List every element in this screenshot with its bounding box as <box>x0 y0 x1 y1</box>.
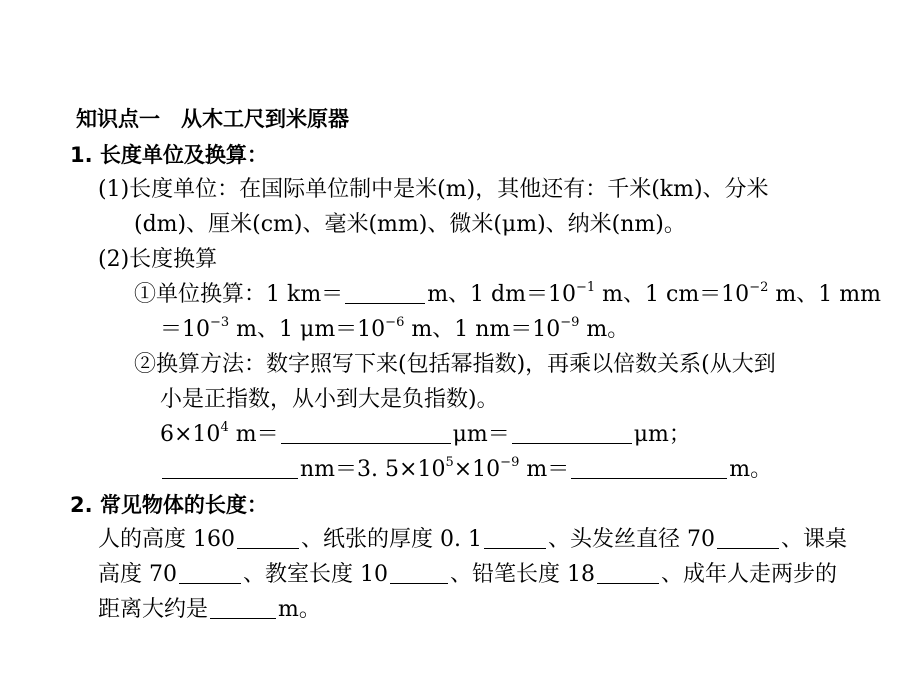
fill-blank[interactable] <box>571 456 727 479</box>
section-title: 知识点一 从木工尺到米原器 <box>76 107 349 131</box>
text: 距离大约是 <box>98 597 209 622</box>
text: m。 <box>278 597 321 622</box>
fill-blank[interactable] <box>179 561 241 584</box>
exponent: −9 <box>560 315 580 330</box>
text: 、课桌 <box>780 527 847 552</box>
text: m、1 nm＝10 <box>404 317 561 342</box>
common-length-line-3 <box>98 595 321 625</box>
text: 人的高度 160 <box>98 527 235 552</box>
exponent: 4 <box>220 420 229 435</box>
fill-blank[interactable] <box>162 456 298 479</box>
fill-blank[interactable] <box>597 561 659 584</box>
method-line-1: ②换算方法：数字照写下来(包括幂指数)，再乘以倍数关系(从大到 <box>134 352 776 377</box>
text: m＝ <box>228 422 279 447</box>
fill-blank[interactable] <box>717 526 779 549</box>
text: 、铅笔长度 18 <box>450 562 595 587</box>
text: ×10 <box>453 457 501 482</box>
example-line-1 <box>160 420 691 450</box>
unit-conversion-line-2 <box>160 315 629 345</box>
text: m＝ <box>519 457 570 482</box>
text: ①单位换算：1 km＝ <box>134 282 344 307</box>
text: m。 <box>579 317 630 342</box>
exponent: −2 <box>749 280 769 295</box>
text: 6×10 <box>160 422 221 447</box>
text: nm＝3. 5×10 <box>300 457 446 482</box>
fill-blank[interactable] <box>390 561 448 584</box>
text: 、教室长度 10 <box>243 562 388 587</box>
text: ＝10 <box>160 317 210 342</box>
text: 、头发丝直径 70 <box>547 527 715 552</box>
part1-heading: 1. 长度单位及换算： <box>70 143 268 167</box>
common-length-line-2 <box>98 560 837 590</box>
exponent: −6 <box>385 315 405 330</box>
exponent: −3 <box>210 315 230 330</box>
common-length-line-1 <box>98 525 847 555</box>
example-line-2 <box>160 455 772 485</box>
fill-blank[interactable] <box>210 596 276 619</box>
text: 、纸张的厚度 0. 1 <box>301 527 482 552</box>
text: m、1 cm＝10 <box>595 282 750 307</box>
fill-blank[interactable] <box>512 421 632 444</box>
exponent: 5 <box>445 455 454 470</box>
text: 、成年人走两步的 <box>661 562 838 587</box>
text: μm； <box>633 422 691 447</box>
part2-heading: 2. 常见物体的长度： <box>70 493 268 517</box>
unit-text-line-1: (1)长度单位：在国际单位制中是米(m)，其他还有：千米(km)、分米 <box>98 177 769 202</box>
exponent: −1 <box>575 280 596 295</box>
exponent: −9 <box>500 455 520 470</box>
method-line-2: 小是正指数，从小到大是负指数)。 <box>160 387 499 412</box>
text: μm＝ <box>452 422 510 447</box>
fill-blank[interactable] <box>484 526 546 549</box>
unit-text-line-2: (dm)、厘米(cm)、毫米(mm)、微米(μm)、纳米(nm)。 <box>134 212 686 237</box>
fill-blank[interactable] <box>237 526 299 549</box>
unit-conversion-line-1 <box>134 280 881 310</box>
text: m、1 dm＝10 <box>427 282 576 307</box>
text: 高度 70 <box>98 562 177 587</box>
text: m、1 μm＝10 <box>229 317 386 342</box>
fill-blank[interactable] <box>281 421 451 444</box>
text: m、1 mm <box>768 282 881 307</box>
conversion-label: (2)长度换算 <box>98 247 218 272</box>
text: m。 <box>729 457 773 482</box>
fill-blank[interactable] <box>345 281 425 304</box>
